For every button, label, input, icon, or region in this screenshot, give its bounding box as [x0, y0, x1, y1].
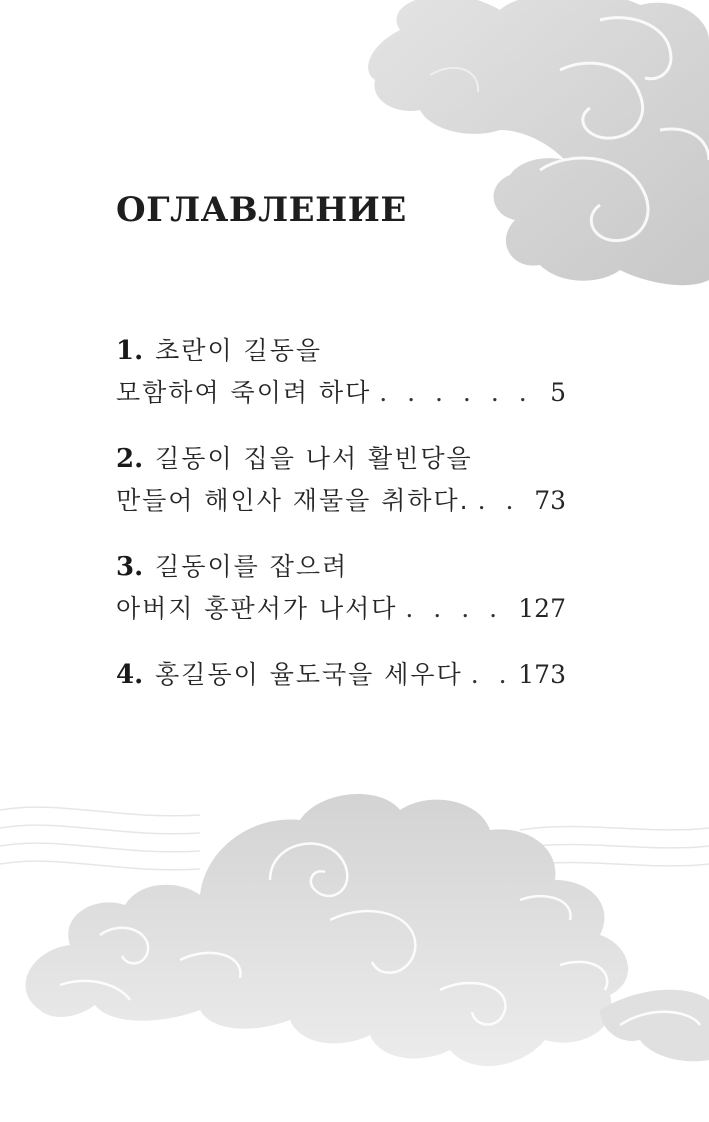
toc-title-line2: 만들어 해인사 재물을 취하다.	[116, 486, 470, 515]
toc-number: 1.	[116, 336, 144, 366]
toc-entry-1[interactable]	[116, 330, 566, 414]
toc-page-number: 73	[534, 486, 566, 515]
dot-leader	[471, 654, 515, 696]
toc-page-number: 173	[518, 660, 566, 689]
toc-title-line1: 길동이 집을 나서 활빈당을	[155, 444, 473, 473]
cloud-bottom	[26, 794, 709, 1066]
toc-entry-2[interactable]	[116, 438, 566, 522]
toc-number: 2.	[116, 444, 144, 474]
toc-page-number: 127	[518, 594, 566, 623]
table-of-contents	[116, 330, 566, 720]
toc-title-line1: 길동이를 잡으려	[155, 552, 349, 581]
toc-title-line1: 초란이 길동을	[155, 336, 323, 365]
toc-entry-4[interactable]	[116, 654, 566, 696]
page-title: ОГЛАВЛЕНИЕ	[116, 190, 407, 230]
toc-title-line2: 아버지 홍판서가 나서다	[116, 594, 398, 623]
toc-title-line2: 모함하여 죽이려 하다	[116, 378, 372, 407]
dot-leader	[379, 372, 546, 414]
toc-page-number: 5	[550, 378, 566, 407]
dot-leader	[478, 480, 531, 522]
toc-entry-3[interactable]	[116, 546, 566, 630]
dot-leader	[405, 588, 514, 630]
toc-number: 4.	[116, 660, 144, 690]
toc-title-line1: 홍길동이 율도국을 세우다	[155, 660, 463, 689]
toc-number: 3.	[116, 552, 144, 582]
cloud-top-right	[368, 0, 709, 285]
